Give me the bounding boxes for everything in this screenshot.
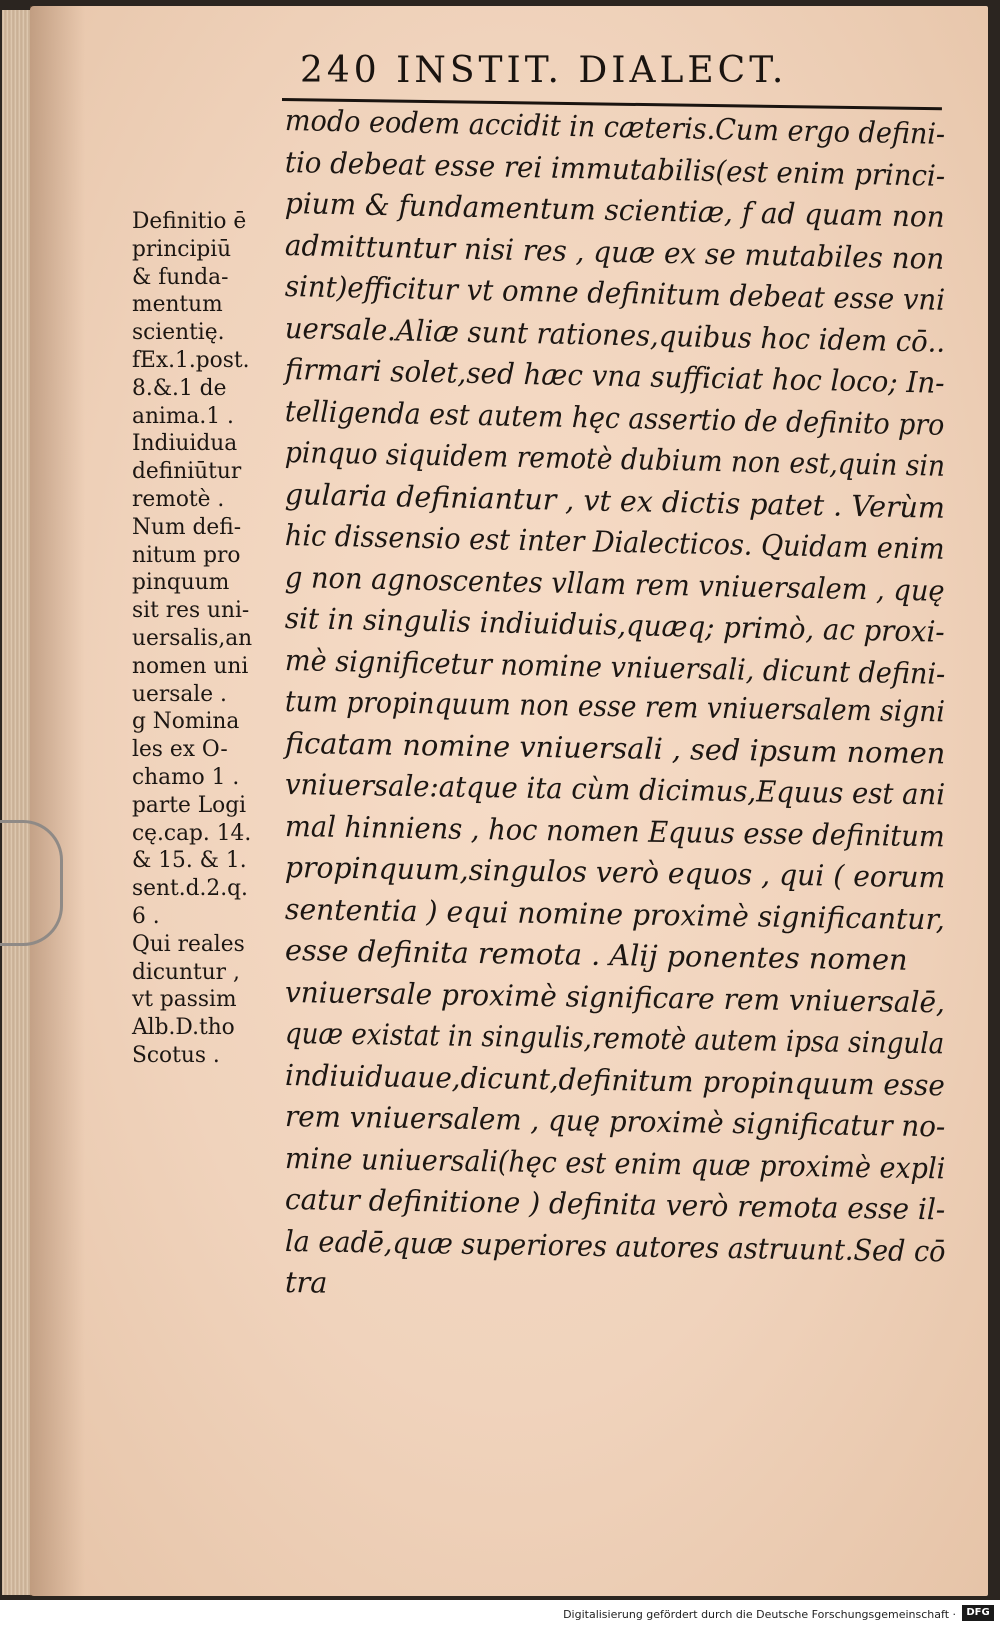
funding-credit: Digitalisierung gefördert durch die Deutsche Forschungsgemeinschaft ·	[563, 1608, 956, 1621]
margin-note-line: vt passim	[132, 987, 237, 1013]
margin-note-line: parte Logi	[132, 792, 247, 818]
margin-note-line: uersalis,an	[132, 625, 253, 651]
text-line: telligenda est autem hęc assertio de definito pro	[284, 393, 945, 442]
footer-bar	[0, 1600, 1000, 1631]
margin-note-line: 8.&.1 de	[132, 375, 227, 401]
text-line: propinquum,singulos verò equos , qui ( eorum	[284, 850, 946, 895]
margin-note-line: scientię.	[132, 320, 225, 346]
main-text-block	[285, 100, 950, 1304]
text-line: firmari solet,sed hæc vna sufficiat hoc loco; In-	[284, 352, 945, 400]
text-line: ficatam nomine vniuersali , sed ipsum nomen	[284, 725, 946, 770]
dfg-logo: DFG	[962, 1605, 994, 1621]
margin-note-line: dicuntur ,	[132, 959, 240, 985]
margin-note-line: Indiuidua	[132, 431, 238, 457]
margin-note-line: uersale .	[132, 681, 227, 707]
text-line: la eadē,quæ superiores autores astruunt.Sed cō	[284, 1223, 946, 1268]
margin-note-line: Definitio ē	[132, 209, 247, 234]
margin-note-line: sent.d.2.q.	[132, 876, 248, 902]
margin-note-line: chamo 1 .	[132, 764, 240, 790]
text-line: catur definitione ) definita verò remota esse il-	[284, 1182, 946, 1227]
text-line: mine uniuersali(hęc est enim quæ proximè expli	[284, 1140, 946, 1185]
margin-note-line: 6 .	[132, 903, 160, 929]
text-line: quæ existat in singulis,remotè autem ipsa singula	[284, 1016, 945, 1061]
margin-note-line: pinquum	[132, 570, 230, 596]
margin-note-line: cę.cap. 14.	[132, 820, 252, 846]
margin-note-line: sit res uni-	[132, 598, 250, 624]
gutter-shadow	[30, 6, 85, 1596]
margin-note-line: Num defi-	[132, 514, 242, 540]
text-line: esse definita remota . Alij ponentes nomen	[284, 933, 908, 977]
margin-note-line: nomen uni	[132, 653, 249, 679]
text-line: vniuersale proximè significare rem vniuersalē,	[284, 974, 946, 1019]
text-line: rem vniuersalem , quę proximè significatur no-	[284, 1099, 946, 1144]
text-line: hic dissensio est inter Dialecticos. Quidam enim	[284, 518, 945, 566]
margin-note-line: Qui reales	[132, 931, 245, 957]
margin-note-line: anima.1 .	[132, 403, 234, 429]
text-line: vniuersale:atque ita cùm dicimus,Equus est ani	[284, 767, 946, 812]
text-line: gularia definiantur , vt ex dictis patet . Verùm	[284, 476, 946, 525]
margin-note-line: nitum pro	[132, 542, 241, 568]
text-line: sit in singulis indiuiduis,quæq; primò, ac proxi-	[284, 601, 946, 649]
margin-note-line: & 15. & 1.	[132, 848, 247, 874]
text-line: sint)efficitur vt omne definitum debeat esse vni	[284, 269, 946, 317]
margin-note-line: les ex O-	[132, 737, 228, 763]
text-line: modo eodem accidit in cæteris.Cum ergo defini-	[284, 103, 946, 151]
text-line: tum propinquum non esse rem vniuersalem signi	[284, 684, 946, 729]
margin-note-line: definiūtur	[132, 459, 242, 485]
margin-note-line: g Nomina	[132, 709, 240, 735]
margin-note-line: Alb.D.tho	[132, 1015, 235, 1041]
margin-note-line: fEx.1.post.	[132, 347, 250, 373]
page-clip	[0, 820, 63, 946]
text-line: mè significetur nomine vniuersali, dicunt defini-	[284, 642, 946, 691]
text-line: pinquo siquidem remotè dubium non est,quin sin	[284, 435, 946, 483]
text-line: tio debeat esse rei immutabilis(est enim princi-	[284, 144, 946, 193]
text-line: pium & fundamentum scientiæ, f ad quam non	[284, 186, 945, 234]
text-line: g non agnoscentes vllam rem vniuersalem , quę	[284, 559, 945, 608]
margin-note-line: principiū	[132, 236, 232, 262]
margin-notes	[132, 208, 282, 1070]
margin-note-line: & funda-	[132, 264, 229, 290]
text-line: mal hinniens , hoc nomen Equus esse definitum	[284, 808, 945, 853]
text-line: tra	[284, 1265, 328, 1300]
running-head: 240 INSTIT. DIALECT.	[300, 50, 788, 91]
text-line: indiuiduaue,dicunt,definitum propinquum esse	[284, 1057, 946, 1102]
margin-note-line: mentum	[132, 292, 223, 318]
text-line: sententia ) equi nomine proximè significantur,	[284, 891, 946, 936]
text-line: uersale.Aliæ sunt rationes,quibus hoc idem cō..	[284, 310, 946, 359]
margin-note-line: Scotus .	[132, 1042, 220, 1068]
margin-note-line: remotè .	[132, 486, 225, 512]
text-line: admittuntur nisi res , quæ ex se mutabiles non	[284, 227, 945, 276]
